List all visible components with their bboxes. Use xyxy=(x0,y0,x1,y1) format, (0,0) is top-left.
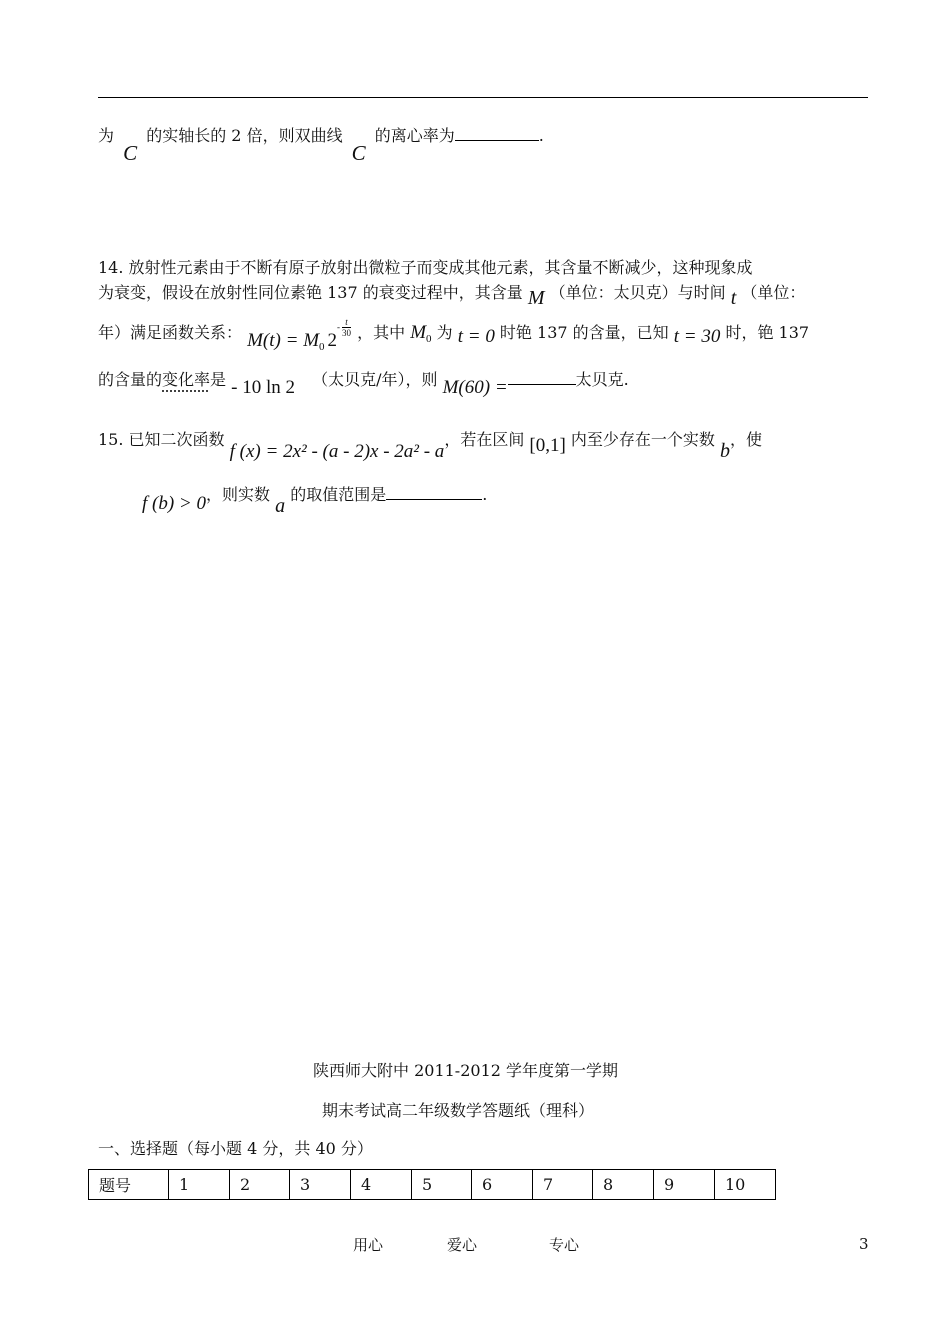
q13-text: 为 xyxy=(98,126,115,145)
q14-text: 的含量的 xyxy=(98,370,163,389)
exp-fraction xyxy=(342,317,351,338)
header-rule xyxy=(98,97,868,98)
answer-table xyxy=(88,1169,776,1200)
q14-text: 为 xyxy=(436,323,453,342)
q14-line-4 xyxy=(98,367,629,398)
q15-text: . xyxy=(482,485,488,504)
question-M60: M(60) = xyxy=(442,377,508,398)
q14-text: 时，铯 137 xyxy=(725,323,810,342)
q14-text: 年）满足函数关系： xyxy=(98,323,243,342)
section-choice-heading: 一、选择题（每小题 4 分，共 40 分） xyxy=(98,1139,373,1158)
var-M0: M xyxy=(410,322,427,343)
condition-t0: t = 0 xyxy=(457,326,495,347)
formula-sub: 0 xyxy=(319,341,325,353)
table-cell: 10 xyxy=(715,1170,776,1200)
table-cell: 2 xyxy=(230,1170,290,1200)
var-M0-sub: 0 xyxy=(426,333,432,345)
q14-line-1: 14. 放射性元素由于不断有原子放射出微粒子而变成其他元素，其含量不断减少，这种现象成 xyxy=(98,258,753,277)
table-cell: 4 xyxy=(351,1170,412,1200)
q14-text: 是 xyxy=(210,370,227,389)
table-cell: 8 xyxy=(593,1170,654,1200)
q14-text: （单位：太贝克）与时间 xyxy=(549,283,726,302)
emphasis-rate: 变化率 xyxy=(162,370,211,389)
q15-text: 的取值范围是 xyxy=(290,485,387,504)
q13-text: . xyxy=(538,126,544,145)
table-cell: 1 xyxy=(169,1170,230,1200)
q13-text: 的离心率为 xyxy=(374,126,455,145)
q14-line-2 xyxy=(98,280,806,309)
var-t: t xyxy=(730,287,737,309)
footer-word-2: 爱心 xyxy=(447,1236,478,1254)
q15-line-1 xyxy=(98,427,763,462)
q13-tail-line xyxy=(98,122,544,165)
rate-value: - 10 ln 2 xyxy=(231,377,295,398)
answer-sheet-title-2: 期末考试高二年级数学答题纸（理科） xyxy=(322,1101,595,1120)
footer-word-1: 用心 xyxy=(353,1236,384,1254)
q14-text: ，其中 xyxy=(357,323,406,342)
formula-base: 2 xyxy=(327,330,338,351)
q14-text: 太贝克. xyxy=(575,370,629,389)
table-row xyxy=(89,1170,776,1200)
q14-text: （太贝克/年），则 xyxy=(312,370,438,389)
formula-lhs: M(t) = M xyxy=(247,330,320,351)
answer-blank xyxy=(455,126,539,141)
interval: [0,1] xyxy=(529,435,566,456)
exp-sign: - xyxy=(337,322,341,332)
var-a: a xyxy=(275,495,286,517)
q14-text: 时铯 137 的含量，已知 xyxy=(499,323,669,342)
q15-line-2 xyxy=(142,482,488,517)
condition-t30: t = 30 xyxy=(673,326,721,347)
decay-formula xyxy=(247,317,357,353)
table-cell: 5 xyxy=(412,1170,472,1200)
table-cell: 3 xyxy=(290,1170,351,1200)
q13-text: 的实轴长的 2 倍，则双曲线 xyxy=(146,126,343,145)
answer-sheet-title-1: 陕西师大附中 2011-2012 学年度第一学期 xyxy=(313,1061,619,1080)
exp-num: t xyxy=(342,317,351,328)
q15-text: ，则实数 xyxy=(206,485,271,504)
var-c: C xyxy=(123,141,138,165)
table-cell-header: 题号 xyxy=(89,1170,169,1200)
q14-line-3 xyxy=(98,317,810,353)
exp-den: 30 xyxy=(342,328,352,338)
table-cell: 7 xyxy=(533,1170,593,1200)
q15-text: 15. 已知二次函数 xyxy=(98,430,225,449)
q15-text: 内至少存在一个实数 xyxy=(570,430,715,449)
page-number: 3 xyxy=(859,1235,869,1253)
condition-fb: f (b) > 0 xyxy=(142,493,207,514)
q15-text: ，使 xyxy=(730,430,763,449)
table-cell: 9 xyxy=(654,1170,715,1200)
q14-text: （单位： xyxy=(741,283,806,302)
var-c: C xyxy=(351,141,366,165)
q14-text: 为衰变，假设在放射性同位素铯 137 的衰变过程中，其含量 xyxy=(98,283,523,302)
quadratic-function: f (x) = 2x² - (a - 2)x - 2a² - a xyxy=(229,441,445,462)
answer-blank xyxy=(386,485,482,500)
footer-word-3: 专心 xyxy=(549,1236,580,1254)
var-M: M xyxy=(527,287,545,309)
formula-exponent xyxy=(337,317,351,338)
answer-blank xyxy=(508,370,576,385)
table-cell: 6 xyxy=(472,1170,533,1200)
q15-text: ，若在区间 xyxy=(444,430,525,449)
var-b: b xyxy=(720,440,731,462)
